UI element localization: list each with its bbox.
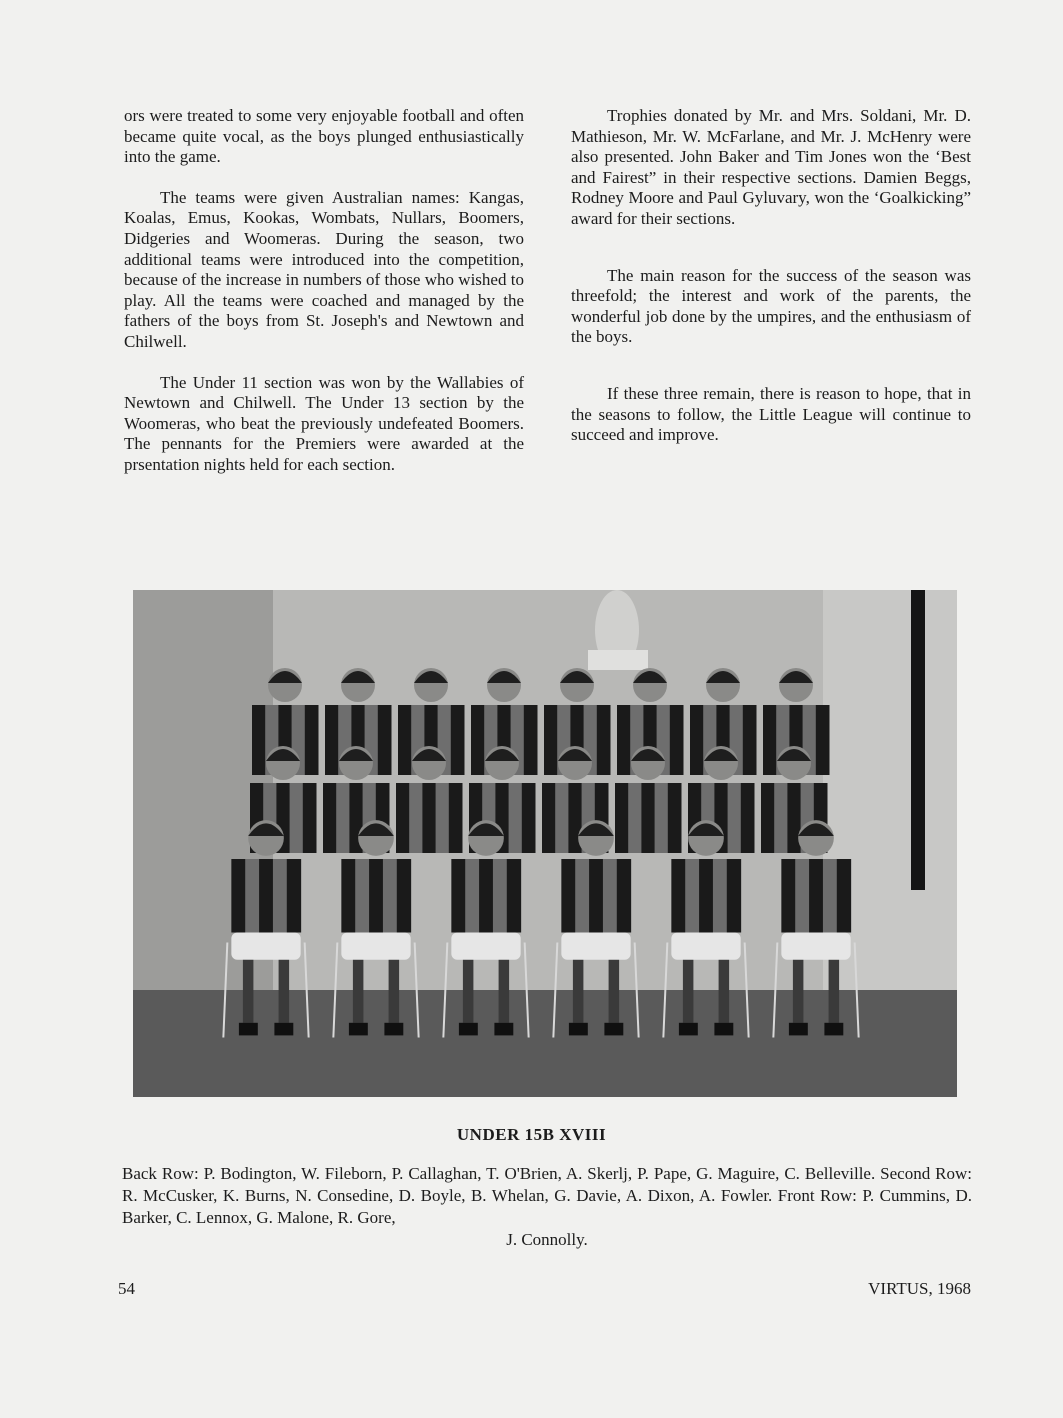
paragraph: The main reason for the success of the season was threefold; the interest and work of the parents, the wonderful job done by the umpires, and the enthusiasm of the boys.: [571, 265, 971, 347]
team-photo-illustration: [133, 590, 957, 1097]
photo-curtain: [911, 590, 925, 890]
caption-body: [122, 1163, 972, 1251]
left-column: [124, 106, 524, 476]
caption-last-line: J. Connolly.: [506, 1230, 588, 1249]
paragraph: The teams were given Australian names: Kangas, Koalas, Emus, Kookas, Wombats, Nullars, Boomers, Didgeries and Woomeras. During the season, two additional teams were introduced into the competition, because of the increase in numbers of those who wished to play. All the teams were coached and managed by the fathers of the boys from St. Joseph's and Newtown and Chilwell.: [124, 187, 524, 351]
paragraph: If these three remain, there is reason to hope, that in the seasons to follow, the Little League will continue to succeed and improve.: [571, 383, 971, 445]
caption-names: Back Row: P. Bodington, W. Fileborn, P. Callaghan, T. O'Brien, A. Skerlj, P. Pape, G. Maguire, C. Belleville. Second Row: R. McCusker, K. Burns, N. Consedine, D. Boyle, B. Whelan, G. Davie, A. Dixon, A. Fowler. Front Row: P. Cummins, D. Barker, C. Lennox, G. Malone, R. Gore,: [122, 1164, 972, 1227]
team-photo: [133, 590, 957, 1097]
caption-title: UNDER 15B XVIII: [456, 1125, 607, 1144]
page-number: 54: [118, 1279, 135, 1298]
paragraph: ors were treated to some very enjoyable football and often became quite vocal, as the boys plunged enthusiastically into the game.: [124, 106, 524, 167]
paragraph: The Under 11 section was won by the Wallabies of Newtown and Chilwell. The Under 13 section by the Woomeras, who beat the previously undefeated Boomers. The pennants for the Premiers were awarded at the prsentation nights held for each section.: [124, 372, 524, 474]
statue-pedestal: [588, 650, 648, 670]
right-column: [571, 106, 971, 446]
publication-title: VIRTUS, 1968: [868, 1279, 971, 1298]
paragraph: Trophies donated by Mr. and Mrs. Soldani, Mr. D. Mathieson, Mr. W. McFarlane, and Mr. J. McHenry were also presented. John Baker and Tim Jones won the ‘Best and Fairest” in their respective sections. Damien Beggs, Rodney Moore and Paul Gyluvary, won the ‘Goalkicking” award for their sections.: [571, 106, 971, 228]
